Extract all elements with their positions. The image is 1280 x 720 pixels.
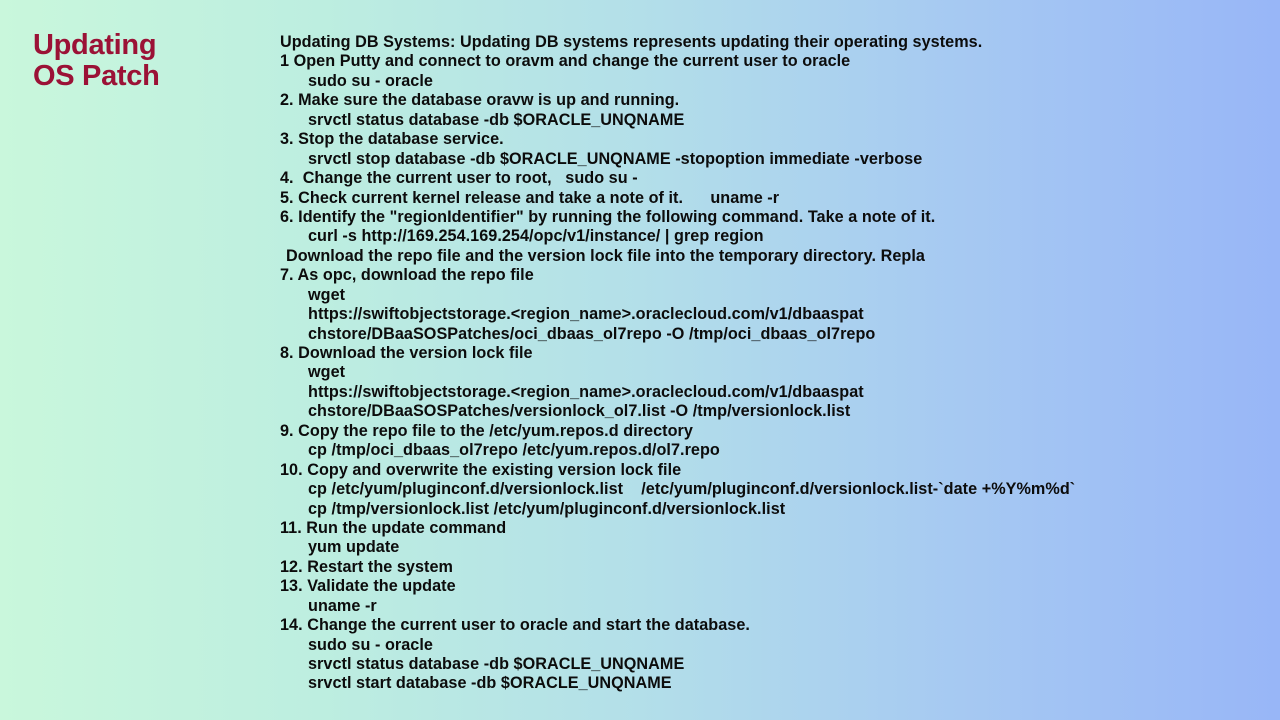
command-line: sudo su - oracle [308, 71, 433, 90]
command-line: srvctl status database -db $ORACLE_UNQNAME [308, 655, 685, 673]
slide-title [33, 30, 253, 92]
command-line: sudo su - oracle [308, 635, 433, 654]
command-line: curl -s http://169.254.169.254/opc/v1/instance/ | grep region [308, 227, 764, 246]
step-5-line: 5. Check current kernel release and take a note of it. uname -r [280, 188, 780, 207]
step-11-line: 11. Run the update command [280, 518, 507, 537]
command-line: https://swiftobjectstorage.<region_name>.oraclecloud.com/v1/dbaaspat [308, 382, 864, 401]
command-line: chstore/DBaaSOSPatches/oci_dbaas_ol7repo -O /tmp/oci_dbaas_ol7repo [308, 324, 876, 343]
step-2-line: 2. Make sure the database oravw is up and running. [280, 91, 680, 110]
step-1-line: 1 Open Putty and connect to oravm and change the current user to oracle [280, 52, 851, 71]
command-line: cp /etc/yum/pluginconf.d/versionlock.list /etc/yum/pluginconf.d/versionlock.list-`date +%Y%m%d` [308, 480, 1076, 499]
command-line: https://swiftobjectstorage.<region_name>.oraclecloud.com/v1/dbaaspat [308, 305, 864, 324]
step-7-line: 7. As opc, download the repo file [280, 266, 534, 285]
slide-title-line-2: OS Patch [33, 60, 160, 92]
step-3-line: 3. Stop the database service. [280, 130, 504, 149]
step-13-line: 13. Validate the update [280, 577, 456, 596]
command-line: yum update [308, 538, 400, 557]
step-4-line: 4. Change the current user to root, sudo su - [280, 169, 638, 188]
command-line: cp /tmp/oci_dbaas_ol7repo /etc/yum.repos.d/ol7.repo [308, 441, 720, 460]
step-12-line: 12. Restart the system [280, 557, 453, 576]
command-line: uname -r [308, 596, 377, 615]
command-line: cp /tmp/versionlock.list /etc/yum/pluginconf.d/versionlock.list [308, 499, 786, 518]
command-line: wget [308, 285, 346, 304]
step-10-line: 10. Copy and overwrite the existing version lock file [280, 460, 682, 479]
slide-title-line-1: Updating [33, 29, 157, 61]
command-line: srvctl status database -db $ORACLE_UNQNAME [308, 110, 685, 129]
intro-line: Updating DB Systems: Updating DB systems represents updating their operating systems. [280, 33, 983, 51]
instructions-body [280, 33, 1270, 694]
step-6-line: 6. Identify the "regionIdentifier" by running the following command. Take a note of it. [280, 207, 936, 226]
step-14-line: 14. Change the current user to oracle and start the database. [280, 616, 750, 635]
command-line: wget [308, 363, 346, 382]
note-line: Download the repo file and the version lock file into the temporary directory. Repla [286, 246, 925, 265]
step-9-line: 9. Copy the repo file to the /etc/yum.repos.d directory [280, 421, 693, 440]
command-line: srvctl start database -db $ORACLE_UNQNAME [308, 674, 672, 693]
step-8-line: 8. Download the version lock file [280, 344, 533, 362]
command-line: chstore/DBaaSOSPatches/versionlock_ol7.list -O /tmp/versionlock.list [308, 402, 851, 421]
command-line: srvctl stop database -db $ORACLE_UNQNAME -stopoption immediate -verbose [308, 149, 923, 168]
